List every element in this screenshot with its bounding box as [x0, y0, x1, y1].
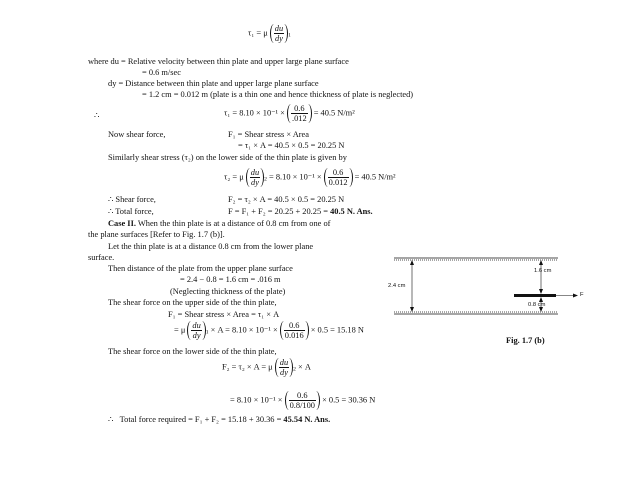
num-0-6-c: 0.6 [284, 321, 305, 331]
case-2-line-a [108, 220, 330, 228]
sub-1-b: 1 [205, 329, 209, 336]
f1-equation: F₁ = Shear stress × Area [228, 130, 309, 139]
let-line-b: surface. [88, 253, 115, 262]
f2-case-2-equation [222, 358, 311, 377]
den-0016: 0.016 [284, 331, 304, 340]
f1-case-2-calculation [174, 321, 364, 340]
label-0-8-cm: 0.8 cm [528, 302, 546, 308]
total-required-line [108, 416, 330, 424]
then-distance-line: Then distance of the plate from the upper plane surface [108, 264, 293, 273]
tau1-paren [270, 24, 288, 43]
f2-case-2-calculation [230, 391, 375, 410]
dy-value: = 1.2 cm = 0.012 m (plate is a thin one and hence thickness of plate is neglected) [142, 90, 414, 99]
dy-den-3: dy [192, 331, 201, 340]
den-012: .012 [291, 114, 307, 123]
tau2-result: = 40.5 N/m² [354, 172, 396, 182]
total-force-expr: F = F₁ + F₂ = 20.25 + 20.25 = [228, 207, 331, 216]
du-num-3: du [192, 321, 201, 330]
force-arrow-head [573, 294, 578, 298]
tau1-lhs: τ₁ = μ [248, 28, 268, 38]
tau2-paren [246, 168, 264, 187]
sub-2: 2 [264, 176, 267, 183]
tau2-lhs: τ₂ = μ [224, 172, 244, 182]
shear-force-2-label: ∴ Shear force, [108, 195, 156, 204]
f1-case-2-mid: × A = 8.10 × 10⁻¹ × [210, 325, 278, 335]
figure-diagram [388, 250, 566, 326]
du-num-4: du [279, 358, 289, 367]
dy-den: dy [275, 34, 283, 43]
thin-plate [514, 294, 556, 297]
arrow-up-2-4 [410, 260, 414, 265]
f2-case-2-result: × 0.5 = 30.36 N [322, 395, 376, 405]
tau2-mid: = 8.10 × 10⁻¹ × [269, 172, 322, 182]
tau1-calc-lhs: τ₁ = 8.10 × 10⁻¹ × [224, 108, 285, 118]
arrow-down-1-6 [539, 289, 543, 294]
du-num: du [274, 24, 284, 33]
total-force-answer: 40.5 N. Ans. [330, 207, 373, 216]
total-required-answer: 45.54 N. Ans. [283, 415, 331, 424]
let-line-a: Let the thin plate is at a distance 0.8 cm from the lower plane [108, 242, 314, 251]
lower-shear-line: The shear force on the lower side of the thin plate, [108, 347, 277, 356]
f2-case-2-lhs: F₂ = τ₂ × A = μ [222, 362, 273, 372]
figure-caption: Fig. 1.7 (b) [506, 336, 545, 345]
figure-1-7-b [388, 250, 584, 326]
distance-calculation: = 2.4 − 0.8 = 1.6 cm = .016 m [180, 275, 281, 284]
arrow-down-2-4 [410, 307, 414, 312]
tau2-paren-2 [324, 168, 353, 187]
arrow-up-1-6 [539, 260, 543, 265]
dy-den-4: dy [280, 368, 288, 377]
num-0-6-d: 0.6 [289, 391, 316, 401]
case-2-line-b: the plane surfaces [Refer to Fig. 1.7 (b)]. [88, 230, 225, 239]
label-2-4-cm: 2.4 cm [388, 283, 406, 289]
neglect-note: (Neglecting thickness of the plate) [170, 287, 286, 296]
du-num-2: du [250, 168, 260, 177]
f2-case-2-paren [275, 358, 293, 377]
eq-mu: = μ [174, 325, 186, 335]
f1-case-2-paren [187, 321, 205, 340]
tau1-result: = 40.5 N/m² [313, 108, 355, 118]
f1-case-2-result: × 0.5 = 15.18 N [310, 325, 364, 335]
shear-force-label: Now shear force, [108, 130, 166, 139]
case-2-heading: Case II. [108, 219, 136, 228]
case-2-text-a: When the thin plate is at a distance of 0.8 cm from one of [137, 219, 331, 228]
therefore-symbol-2: ∴ [108, 415, 114, 424]
du-value: = 0.6 m/sec [142, 68, 181, 77]
where-du-line: where du = Relative velocity between thin plate and upper large plane surface [88, 57, 349, 66]
tau1-calc-paren [287, 104, 312, 123]
total-force-label: ∴ Total force, [108, 207, 154, 216]
dy-definition: dy = Distance between thin plate and upper large plane surface [108, 79, 319, 88]
f1-case-2-paren-2 [280, 321, 309, 340]
total-required-expr: Total force required = F₁ + F₂ = 15.18 + 30.36 = [119, 415, 284, 424]
f2-case-2-calc: = 8.10 × 10⁻¹ × [230, 395, 283, 405]
tau2-calculation [224, 168, 396, 187]
num-0-6-b: 0.6 [328, 168, 349, 178]
num-0-6: 0.6 [291, 104, 308, 114]
tau1-calculation [224, 104, 355, 123]
f2-value: F₂ = τ₂ × A = 40.5 × 0.5 = 20.25 N [228, 195, 345, 204]
sub-2-b: 2 [293, 366, 296, 373]
total-force-value [228, 208, 373, 216]
sub-1: 1 [288, 32, 291, 39]
therefore-symbol-1: ∴ [94, 111, 100, 120]
label-1-6-cm: 1.6 cm [534, 268, 552, 274]
f2-case-2-paren-2 [285, 391, 320, 410]
f1-value: = τ₁ × A = 40.5 × 0.5 = 20.25 N [238, 141, 345, 150]
den-0012: 0.012 [328, 178, 348, 187]
textbook-page [88, 24, 584, 456]
dy-den-2: dy [251, 178, 259, 187]
label-force-f: F [580, 292, 584, 298]
times-a: × A [298, 362, 311, 372]
similarly-line: Similarly shear stress (τ₂) on the lower side of the thin plate is given by [108, 153, 347, 162]
upper-shear-line: The shear force on the upper side of the thin plate, [108, 298, 277, 307]
den-08-100: 0.8/100 [289, 401, 315, 410]
f1-case-2-equation: F₁ = Shear stress × Area = τ₁ × A [168, 310, 280, 319]
tau1-definition [248, 24, 291, 43]
